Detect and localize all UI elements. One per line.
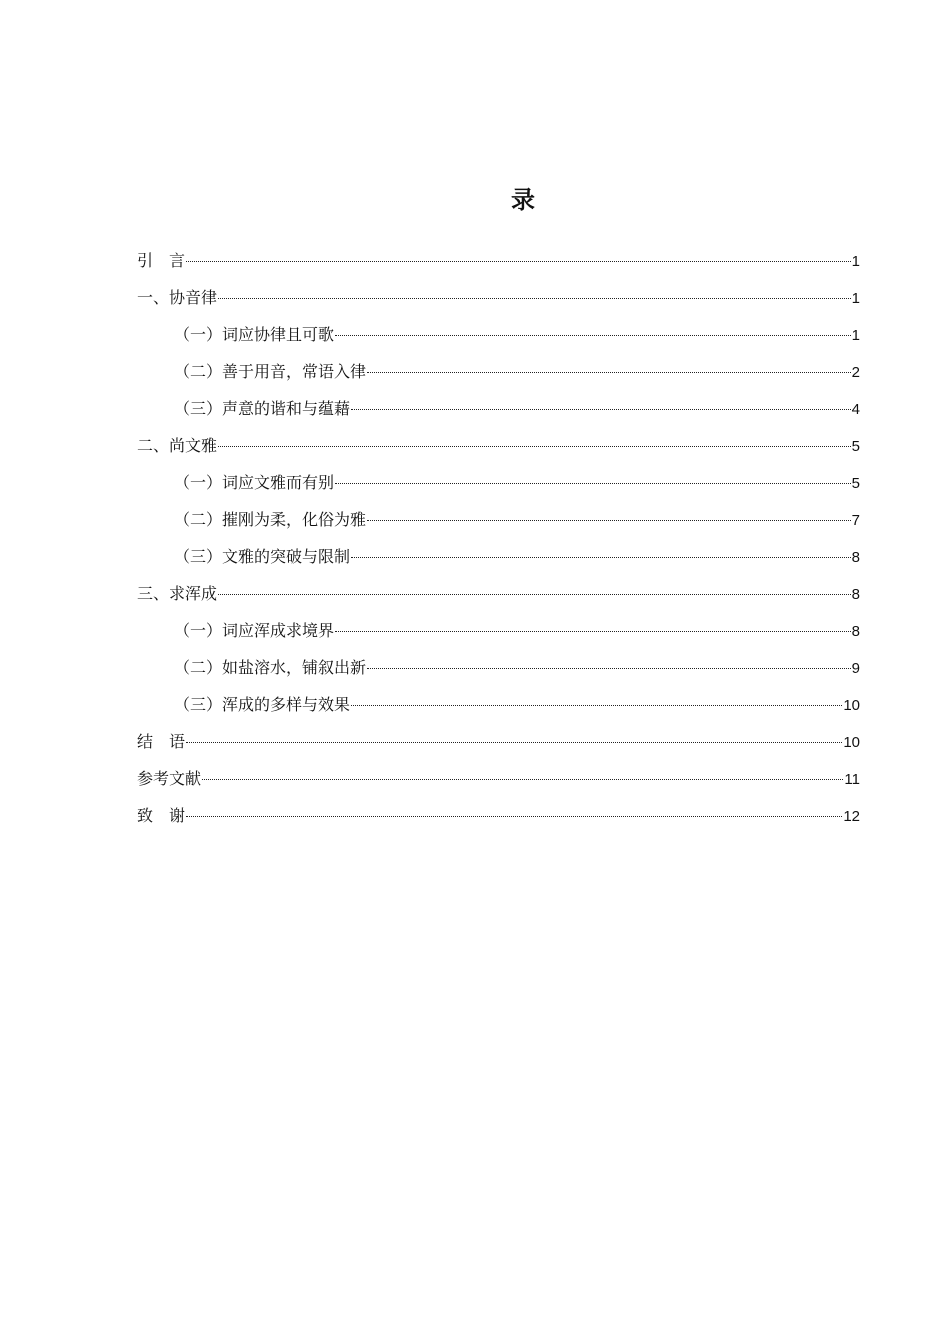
toc-page-number: 2 [851, 364, 860, 381]
toc-page-number: 1 [851, 327, 860, 344]
toc-page-number: 10 [843, 697, 860, 714]
toc-page-number: 10 [843, 734, 860, 751]
toc-entry-label: 一、协音律 [137, 288, 218, 307]
toc-dot-leader [202, 779, 843, 780]
toc-entry-section-3-3[interactable] [137, 690, 860, 727]
toc-dot-leader [186, 742, 842, 743]
toc-entry-label: （二）善于用音，常语入律 [174, 362, 367, 381]
toc-entry-section-1-3[interactable] [137, 394, 860, 431]
toc-page-number: 5 [851, 438, 860, 455]
toc-entry-chapter-2[interactable] [137, 431, 860, 468]
table-of-contents [137, 246, 860, 838]
toc-entry-label: （一）词应文雅而有别 [174, 473, 335, 492]
toc-entry-chapter-3[interactable] [137, 579, 860, 616]
toc-entry-label: （三）文雅的突破与限制 [174, 547, 351, 566]
toc-entry-label: 参考文献 [137, 769, 202, 788]
toc-entry-label: （三）浑成的多样与效果 [174, 695, 351, 714]
toc-entry-label: 二、尚文雅 [137, 436, 218, 455]
toc-entry-conclusion[interactable] [137, 727, 860, 764]
toc-page-number: 11 [844, 771, 860, 788]
toc-page-number: 12 [843, 808, 860, 825]
toc-dot-leader [367, 372, 851, 373]
toc-dot-leader [218, 594, 851, 595]
toc-entry-section-1-2[interactable] [137, 357, 860, 394]
toc-entry-section-1-1[interactable] [137, 320, 860, 357]
toc-dot-leader [335, 631, 851, 632]
toc-dot-leader [335, 335, 851, 336]
toc-dot-leader [351, 409, 851, 410]
toc-dot-leader [367, 520, 851, 521]
toc-entry-label: （二）如盐溶水，铺叙出新 [174, 658, 367, 677]
toc-entry-label: （一）词应浑成求境界 [174, 621, 335, 640]
toc-entry-label: 引 言 [137, 251, 186, 270]
toc-entry-label: 结 语 [137, 732, 186, 751]
toc-page-number: 8 [851, 549, 860, 566]
toc-entry-chapter-1[interactable] [137, 283, 860, 320]
toc-page-number: 8 [851, 586, 860, 603]
toc-dot-leader [218, 298, 851, 299]
toc-page-number: 8 [851, 623, 860, 640]
toc-entry-section-2-1[interactable] [137, 468, 860, 505]
toc-entry-acknowledgements[interactable] [137, 801, 860, 838]
toc-entry-label: （一）词应协律且可歌 [174, 325, 335, 344]
toc-page-number: 4 [851, 401, 860, 418]
toc-entry-section-2-3[interactable] [137, 542, 860, 579]
toc-entry-section-2-2[interactable] [137, 505, 860, 542]
toc-title: 录 [511, 185, 535, 214]
toc-page-number: 5 [851, 475, 860, 492]
toc-entry-introduction[interactable] [137, 246, 860, 283]
toc-page-number: 1 [851, 253, 860, 270]
toc-page-number: 9 [851, 660, 860, 677]
toc-entry-label: （三）声意的谐和与蕴藉 [174, 399, 351, 418]
toc-dot-leader [367, 668, 851, 669]
toc-page-number: 7 [851, 512, 860, 529]
toc-entry-section-3-2[interactable] [137, 653, 860, 690]
toc-dot-leader [186, 816, 842, 817]
toc-dot-leader [335, 483, 851, 484]
toc-dot-leader [351, 557, 851, 558]
toc-entry-label: 致 谢 [137, 806, 186, 825]
toc-entry-label: 三、求浑成 [137, 584, 218, 603]
toc-dot-leader [351, 705, 842, 706]
toc-entry-label: （二）摧刚为柔，化俗为雅 [174, 510, 367, 529]
toc-entry-references[interactable] [137, 764, 860, 801]
toc-entry-section-3-1[interactable] [137, 616, 860, 653]
toc-dot-leader [186, 261, 851, 262]
toc-dot-leader [218, 446, 851, 447]
toc-page-number: 1 [851, 290, 860, 307]
